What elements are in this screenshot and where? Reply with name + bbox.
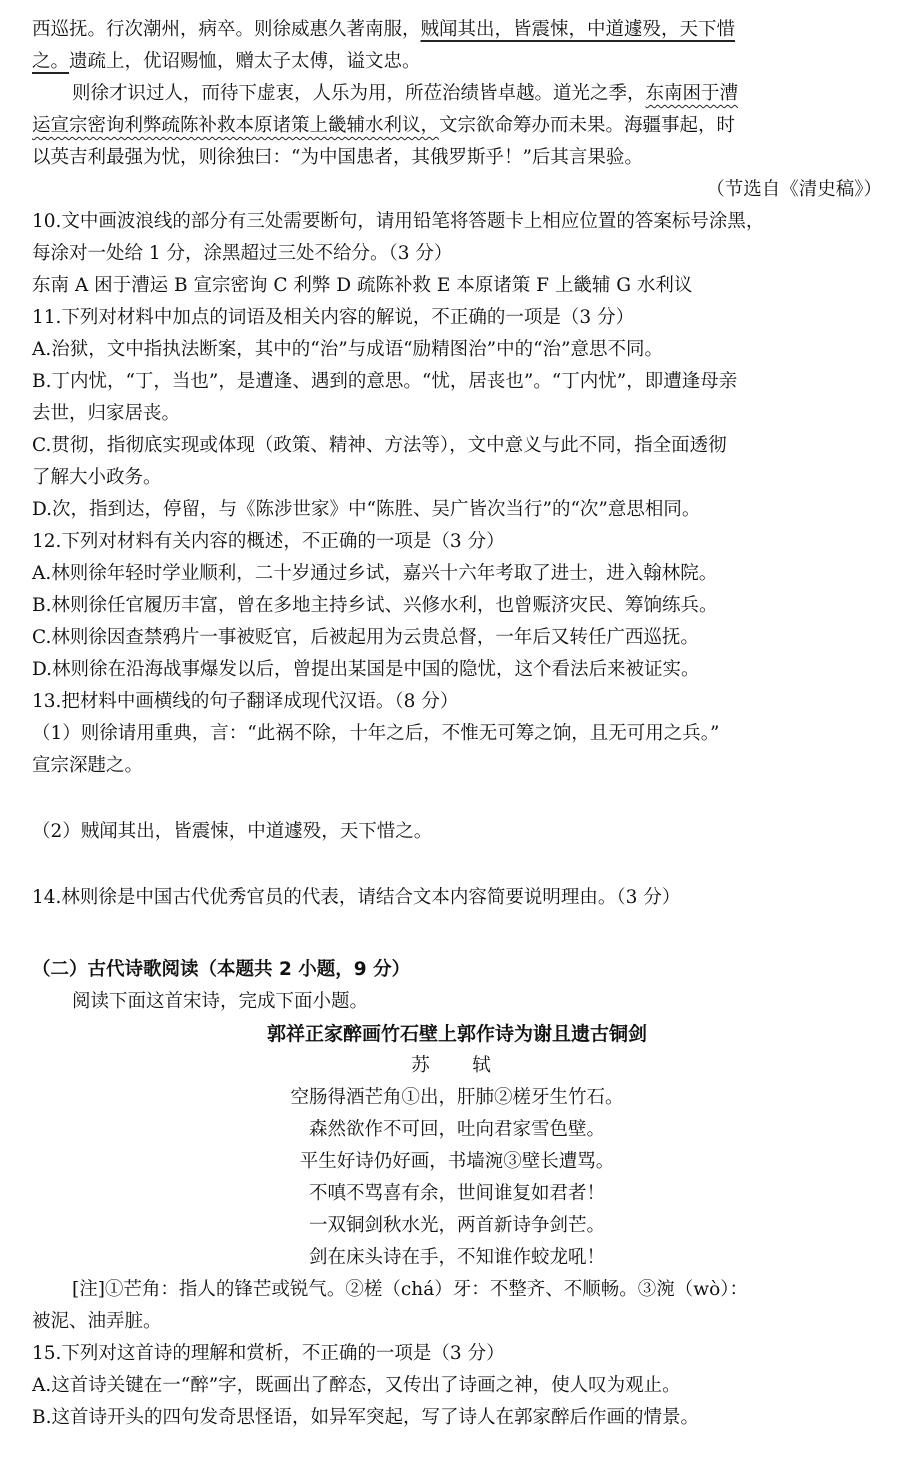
passage-line-2 [32, 46, 882, 78]
passage-line-3 [32, 78, 882, 110]
exam-page [32, 14, 882, 1434]
passage-source: （节选自《清史稿》） [706, 179, 882, 200]
wavy-line-text: 东南困于漕 [645, 83, 739, 104]
passage-line-1 [32, 14, 882, 46]
answer-space [32, 914, 882, 954]
passage-line-5 [32, 142, 882, 174]
question-11-option-a: A.治狱，文中指执法断案，其中的“治”与成语“励精图治”中的“治”意思不同。 [32, 339, 663, 360]
poem-line: 剑在床头诗在手，不知谁作蛟龙吼！ [308, 1247, 605, 1268]
poem-line: 空肠得酒芒角①出，肝肺②槎牙生竹石。 [290, 1087, 624, 1108]
poem-body [32, 1082, 882, 1274]
poem-line: 不嗔不骂喜有余，世间谁复如君者！ [308, 1183, 605, 1204]
question-10-cont: 每涂对一处给 1 分，涂黑超过三处不给分。（3 分） [32, 243, 453, 264]
poem-title: 郭祥正家醉画竹石壁上郭作诗为谢且遗古铜剑 [266, 1023, 647, 1045]
passage-line-4 [32, 110, 882, 142]
question-13: 13.把材料中画横线的句子翻译成现代汉语。（8 分） [32, 691, 459, 712]
poem-notes-cont: 被泥、油弄脏。 [32, 1311, 162, 1332]
question-11-option-c-cont: 了解大小政务。 [32, 467, 162, 488]
poetry-intro: 阅读下面这首宋诗，完成下面小题。 [72, 991, 369, 1012]
question-10: 10.文中画波浪线的部分有三处需要断句，请用铅笔将答题卡上相应位置的答案标号涂黑， [32, 211, 765, 232]
question-10-options: 东南 A 困于漕运 B 宣宗密询 C 利弊 D 疏陈补救 E 本原诸策 F 上畿辅 G 水利议 [32, 275, 693, 296]
question-11-option-b-cont: 去世，归家居丧。 [32, 403, 181, 424]
passage-text: 以英吉利最强为忧，则徐独曰：“为中国患者，其俄罗斯乎！”后其言果验。 [32, 147, 643, 168]
question-14: 14.林则徐是中国古代优秀官员的代表，请结合文本内容简要说明理由。（3 分） [32, 887, 681, 908]
question-12-option-b: B.林则徐任官履历丰富，曾在多地主持乡试、兴修水利，也曾赈济灾民、筹饷练兵。 [32, 595, 718, 616]
question-11: 11.下列对材料中加点的词语及相关内容的解说，不正确的一项是（3 分） [32, 307, 635, 328]
question-13-part-1-cont: 宣宗深韪之。 [32, 755, 144, 776]
passage-text: 则徐才识过人，而待下虚衷，人乐为用，所莅治绩皆卓越。道光之季， [72, 83, 646, 104]
passage-text: 西巡抚。行次潮州，病卒。则徐威惠久著南服， [32, 19, 421, 40]
question-13-part-1: （1）则徐请用重典，言：“此祸不除，十年之后，不惟无可筹之饷，且无可用之兵。” [32, 723, 720, 744]
underlined-sentence: 贼闻其出，皆震悚，中道遽殁，天下惜 [420, 19, 736, 40]
question-15-option-b: B.这首诗开头的四句发奇思怪语，如异军突起，写了诗人在郭家醉后作画的情景。 [32, 1407, 699, 1428]
question-15-option-a: A.这首诗关键在一“醉”字，既画出了醉态，又传出了诗画之神，使人叹为观止。 [32, 1375, 681, 1396]
question-13-part-2: （2）贼闻其出，皆震悚，中道遽殁，天下惜之。 [32, 821, 433, 842]
question-12-option-c: C.林则徐因查禁鸦片一事被贬官，后被起用为云贵总督，一年后又转任广西巡抚。 [32, 627, 699, 648]
poem-author: 苏 轼 [411, 1055, 503, 1076]
section-heading: （二）古代诗歌阅读（本题共 2 小题，9 分） [32, 959, 411, 980]
question-11-option-c: C.贯彻，指彻底实现或体现（政策、精神、方法等），文中意义与此不同，指全面透彻 [32, 435, 727, 456]
question-11-option-d: D.次，指到达，停留，与《陈涉世家》中“陈胜、吴广皆次当行”的“次”意思相同。 [32, 499, 701, 520]
question-11-option-b: B.丁内忧，“丁，当也”，是遭逢、遇到的意思。“忧，居丧也”。“丁内忧”，即遭逢母亲 [32, 371, 738, 392]
underlined-sentence-end: 之。 [32, 51, 70, 72]
answer-space [32, 848, 882, 882]
poem-notes: [注]①芒角：指人的锋芒或锐气。②槎（chá）牙：不整齐、不顺畅。③涴（wò）： [72, 1279, 748, 1300]
question-15: 15.下列对这首诗的理解和赏析，不正确的一项是（3 分） [32, 1343, 505, 1364]
passage-text: 文宗欲命筹办而未果。海疆事起，时 [439, 115, 736, 136]
question-12: 12.下列对材料有关内容的概述，不正确的一项是（3 分） [32, 531, 505, 552]
wavy-line-text: 运宣宗密询利弊疏陈补救本原诸策上畿辅水利议， [32, 115, 440, 136]
poem-line: 平生好诗仍好画，书墙涴③壁长遭骂。 [299, 1151, 615, 1172]
answer-space [32, 782, 882, 816]
question-12-option-d: D.林则徐在沿海战事爆发以后，曾提出某国是中国的隐忧，这个看法后来被证实。 [32, 659, 700, 680]
question-12-option-a: A.林则徐年轻时学业顺利，二十岁通过乡试，嘉兴十六年考取了进士，进入翰林院。 [32, 563, 718, 584]
passage-text: 遗疏上，优诏赐恤，赠太子太傅，谥文忠。 [69, 51, 421, 72]
poem-line: 森然欲作不可回，吐向君家雪色壁。 [308, 1119, 605, 1140]
poem-line: 一双铜剑秋水光，两首新诗争剑芒。 [308, 1215, 605, 1236]
